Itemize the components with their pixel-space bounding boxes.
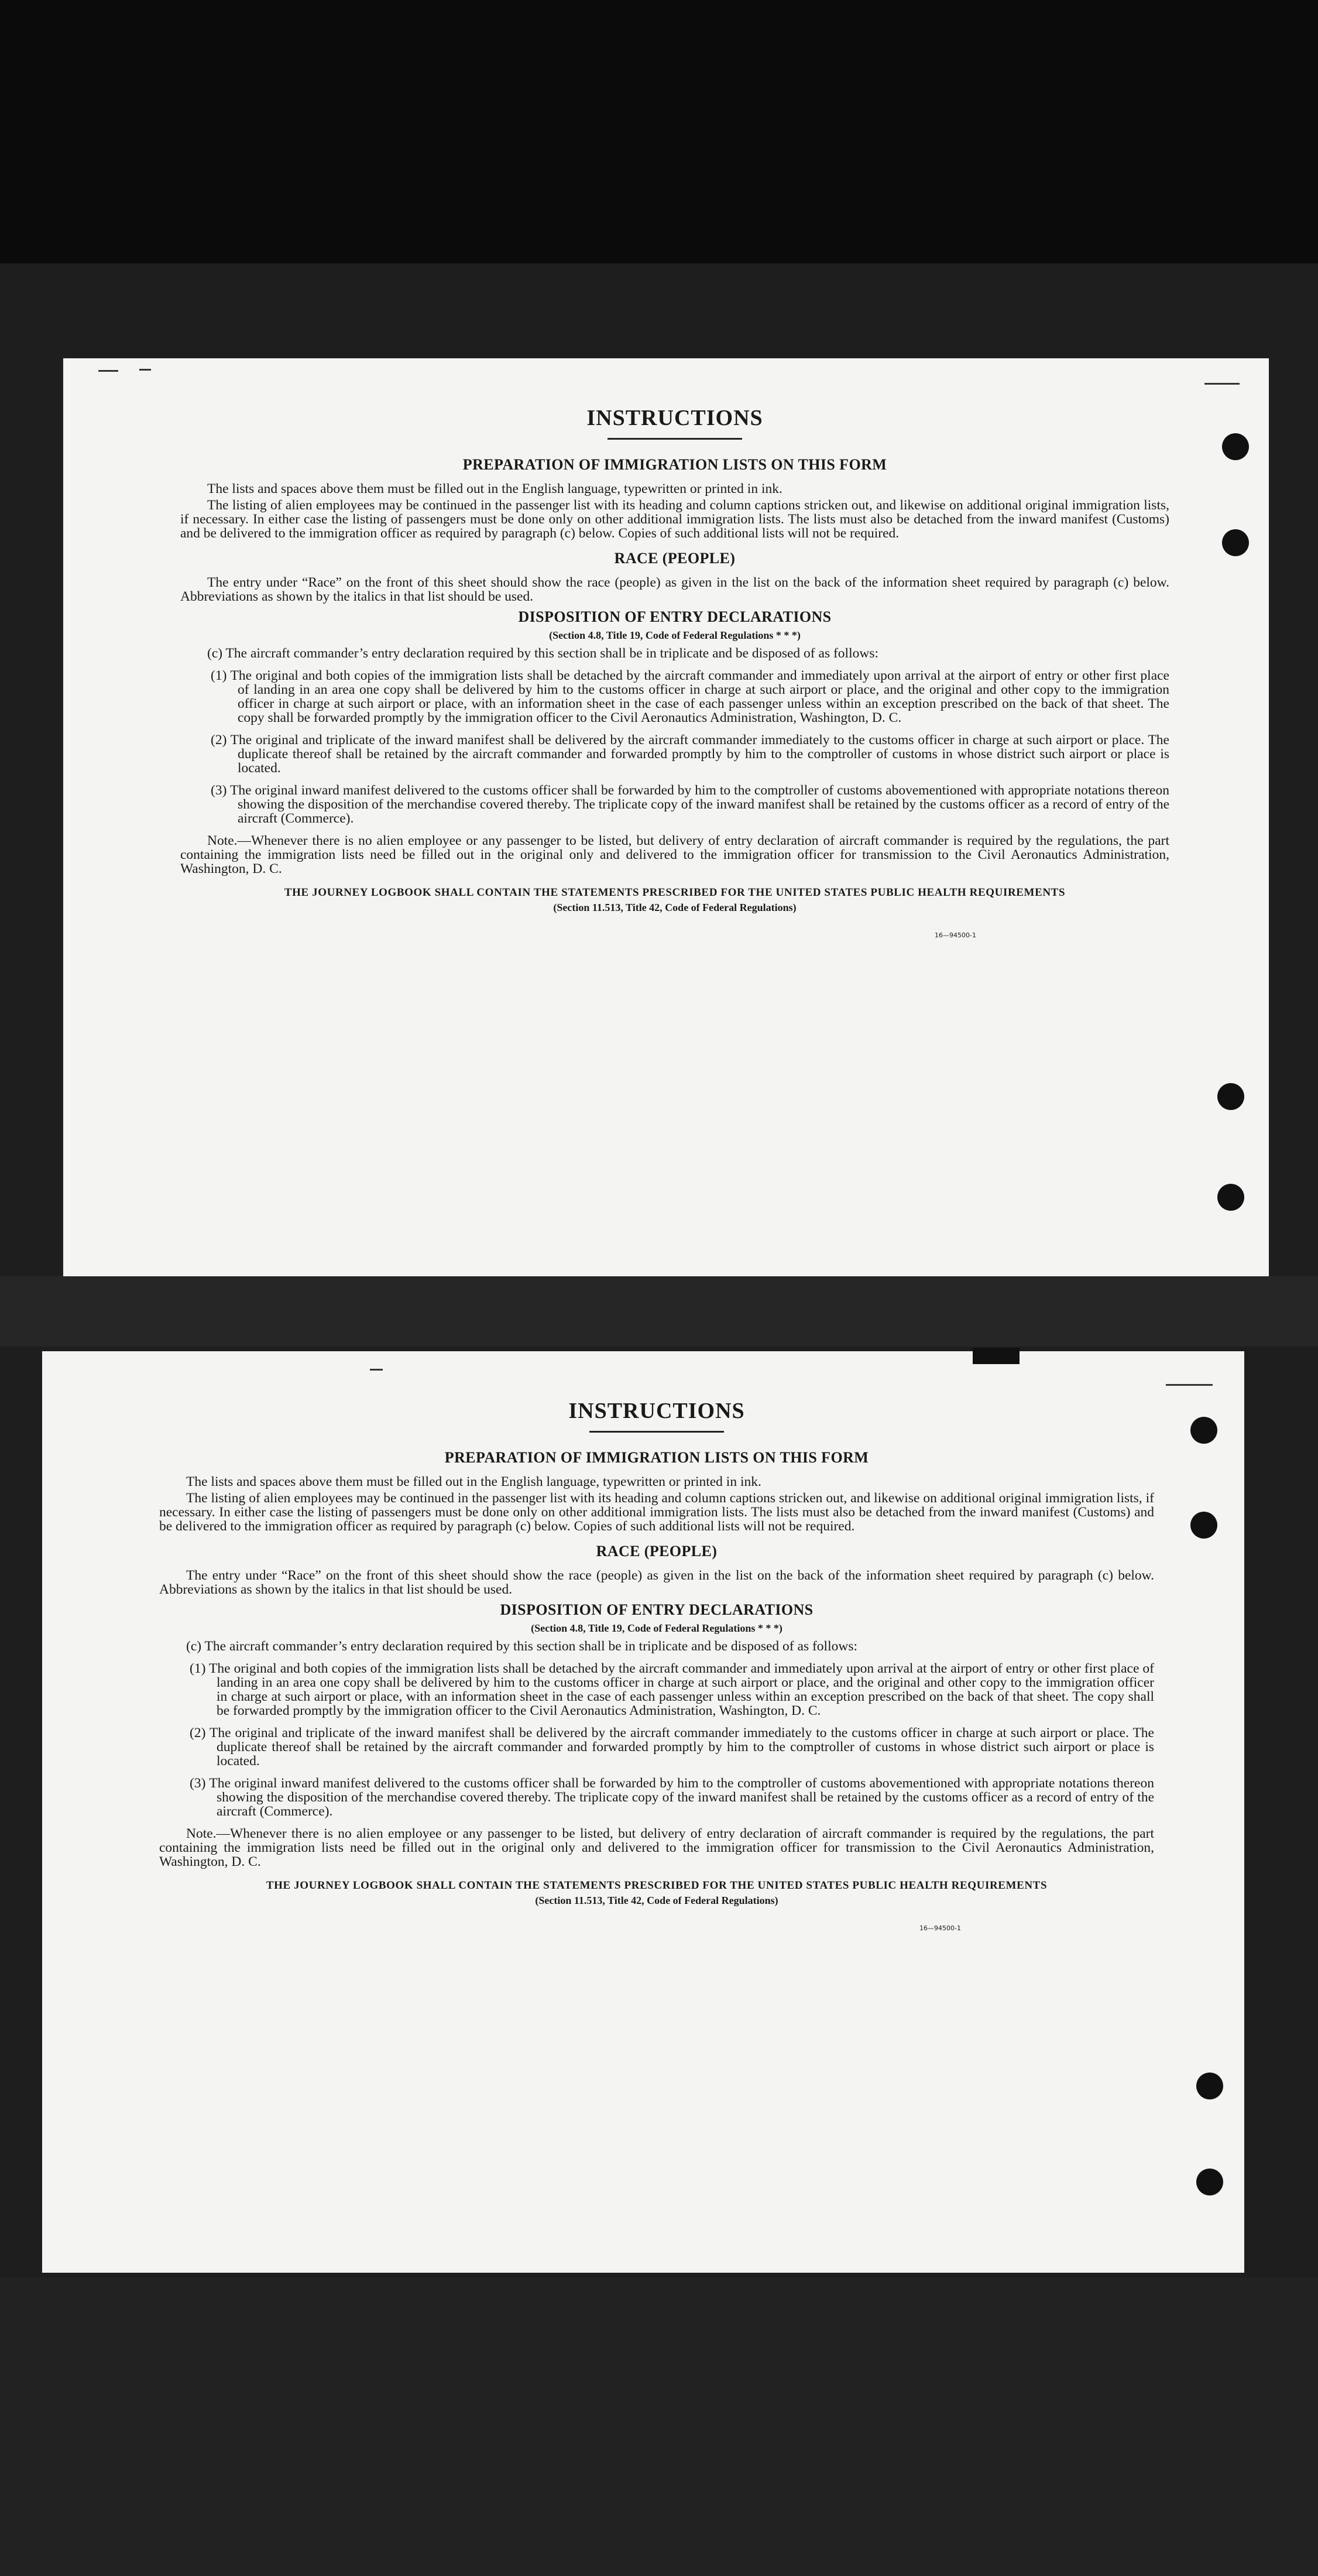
list-item: (3) The original inward manifest delivered to the customs officer shall be forwarded by him to the comptroller of customs abovementioned with appropriate notations thereon showing the disposition of the merchandise covered thereby. The triplicate copy of the inward manifest shall be retained by the customs officer as a record of entry of the aircraft (Commerce).: [211, 783, 1169, 826]
section-citation: (Section 4.8, Title 19, Code of Federal Regulations * * *): [549, 629, 801, 641]
paragraph: The listing of alien employees may be continued in the passenger list with its heading and column captions stricken out, and likewise on additional original immigration lists, if necessary. In either case the listing of passengers must be done only on other additional immigration lists. The lists must also be detached from the inward manifest (Customs) and be delivered to the immigration officer as required by paragraph (c) below. Copies of such additional lists will not be required.: [159, 1491, 1154, 1534]
list-item: (1) The original and both copies of the immigration lists shall be detached by the aircraft commander and immediately upon arrival at the airport of entry or other first place of landing in an area one copy shall be delivered by him to the customs officer in charge at such airport or place, and the original and other copy to the immigration officer in charge at such airport or place, with an information sheet in the case of each passenger unless within an exception prescribed on the back of that sheet. The copy shall be forwarded promptly by the immigration officer to the Civil Aeronautics Administration, Washington, D. C.: [190, 1661, 1154, 1718]
journey-logbook-statement: THE JOURNEY LOGBOOK SHALL CONTAIN THE STATEMENTS PRESCRIBED FOR THE UNITED STATES PUBLIC HEALTH REQUIREMENTS: [284, 886, 1066, 899]
paragraph-c: (c) The aircraft commander’s entry declaration required by this section shall be in triplicate and be disposed of as follows:: [186, 1639, 857, 1654]
punch-hole: [1222, 433, 1249, 460]
section-heading-race: RACE (PEOPLE): [596, 1543, 718, 1560]
section-heading-disposition: DISPOSITION OF ENTRY DECLARATIONS: [500, 1601, 814, 1618]
scan-gap: [0, 1276, 1318, 1347]
instruction-sheet-2: [42, 1351, 1244, 2273]
punch-hole: [1196, 2073, 1223, 2099]
section-heading-preparation: PREPARATION OF IMMIGRATION LISTS ON THIS FORM: [462, 456, 887, 473]
punch-hole: [1190, 1417, 1217, 1444]
section-heading-preparation: PREPARATION OF IMMIGRATION LISTS ON THIS FORM: [444, 1449, 869, 1466]
journey-citation: (Section 11.513, Title 42, Code of Federal Regulations): [553, 902, 797, 913]
sheet-content: [180, 405, 1169, 939]
scan-bottom-border: [0, 2277, 1318, 2576]
scan-top-border: [0, 0, 1318, 263]
list-item: (2) The original and triplicate of the inward manifest shall be delivered by the aircraft commander immediately to the customs officer in charge at such airport or place. The duplicate thereof shall be retained by the aircraft commander and forwarded promptly by him to the comptroller of customs in whose district such airport or place is located.: [211, 732, 1169, 776]
paragraph: The lists and spaces above them must be filled out in the English language, typewritten or printed in ink.: [207, 481, 782, 496]
list-item: (2) The original and triplicate of the inward manifest shall be delivered by the aircraft commander immediately to the customs officer in charge at such airport or place. The duplicate thereof shall be retained by the aircraft commander and forwarded promptly by him to the comptroller of customs in whose district such airport or place is located.: [190, 1725, 1154, 1769]
scan-mark: [1204, 383, 1240, 385]
punch-hole: [1217, 1184, 1244, 1211]
section-heading-disposition: DISPOSITION OF ENTRY DECLARATIONS: [518, 608, 832, 625]
sheet-content: [159, 1398, 1154, 1932]
paragraph-c: (c) The aircraft commander’s entry declaration required by this section shall be in triplicate and be disposed of as follows:: [207, 646, 878, 661]
title-rule: [607, 438, 742, 440]
punch-hole: [1217, 1083, 1244, 1110]
list-item: (3) The original inward manifest delivered to the customs officer shall be forwarded by him to the comptroller of customs abovementioned with appropriate notations thereon showing the disposition of the merchandise covered thereby. The triplicate copy of the inward manifest shall be retained by the customs officer as a record of entry of the aircraft (Commerce).: [190, 1776, 1154, 1819]
page-title: INSTRUCTIONS: [586, 406, 763, 430]
journey-logbook-statement: THE JOURNEY LOGBOOK SHALL CONTAIN THE STATEMENTS PRESCRIBED FOR THE UNITED STATES PUBLIC HEALTH REQUIREMENTS: [266, 1879, 1048, 1892]
section-heading-race: RACE (PEOPLE): [614, 550, 736, 567]
paragraph: The entry under “Race” on the front of this sheet should show the race (people) as given in the list on the back of the information sheet required by paragraph (c) below. Abbreviations as shown by the italics in that list should be used.: [180, 575, 1169, 604]
instruction-sheet-1: [63, 358, 1269, 1276]
section-citation: (Section 4.8, Title 19, Code of Federal Regulations * * *): [531, 1622, 782, 1634]
scan-mark: [139, 369, 151, 371]
punch-hole: [1190, 1512, 1217, 1539]
scan-mark: [98, 370, 118, 372]
journey-citation: (Section 11.513, Title 42, Code of Federal Regulations): [535, 1895, 778, 1906]
note-paragraph: Note.—Whenever there is no alien employee or any passenger to be listed, but delivery of entry declaration of aircraft commander is required by the regulations, the part containing the immigration lists need be filled out in the original only and delivered to the immigration officer for transmission to the Civil Aeronautics Administration, Washington, D. C.: [180, 833, 1169, 876]
note-paragraph: Note.—Whenever there is no alien employee or any passenger to be listed, but delivery of entry declaration of aircraft commander is required by the regulations, the part containing the immigration lists need be filled out in the original only and delivered to the immigration officer for transmission to the Civil Aeronautics Administration, Washington, D. C.: [159, 1826, 1154, 1869]
paragraph: The listing of alien employees may be continued in the passenger list with its heading and column captions stricken out, and likewise on additional original immigration lists, if necessary. In either case the listing of passengers must be done only on other additional immigration lists. The lists must also be detached from the inward manifest (Customs) and be delivered to the immigration officer as required by paragraph (c) below. Copies of such additional lists will not be required.: [180, 498, 1169, 541]
list-item: (1) The original and both copies of the immigration lists shall be detached by the aircraft commander and immediately upon arrival at the airport of entry or other first place of landing in an area one copy shall be delivered by him to the customs officer in charge at such airport or place, and the original and other copy to the immigration officer in charge at such airport or place, with an information sheet in the case of each passenger unless within an exception prescribed on the back of that sheet. The copy shall be forwarded promptly by the immigration officer to the Civil Aeronautics Administration, Washington, D. C.: [211, 668, 1169, 725]
paragraph: The lists and spaces above them must be filled out in the English language, typewritten or printed in ink.: [186, 1474, 761, 1489]
scan-mark: [370, 1369, 383, 1371]
form-number: 16—94500-1: [919, 1924, 961, 1932]
page-title: INSTRUCTIONS: [568, 1399, 745, 1423]
title-rule: [589, 1431, 724, 1433]
paragraph: The entry under “Race” on the front of this sheet should show the race (people) as given in the list on the back of the information sheet required by paragraph (c) below. Abbreviations as shown by the italics in that list should be used.: [159, 1568, 1154, 1597]
scan-mark: [1166, 1384, 1213, 1386]
punch-hole: [1222, 529, 1249, 556]
form-number: 16—94500-1: [935, 931, 976, 939]
paper-tab: [973, 1348, 1020, 1364]
punch-hole: [1196, 2169, 1223, 2195]
